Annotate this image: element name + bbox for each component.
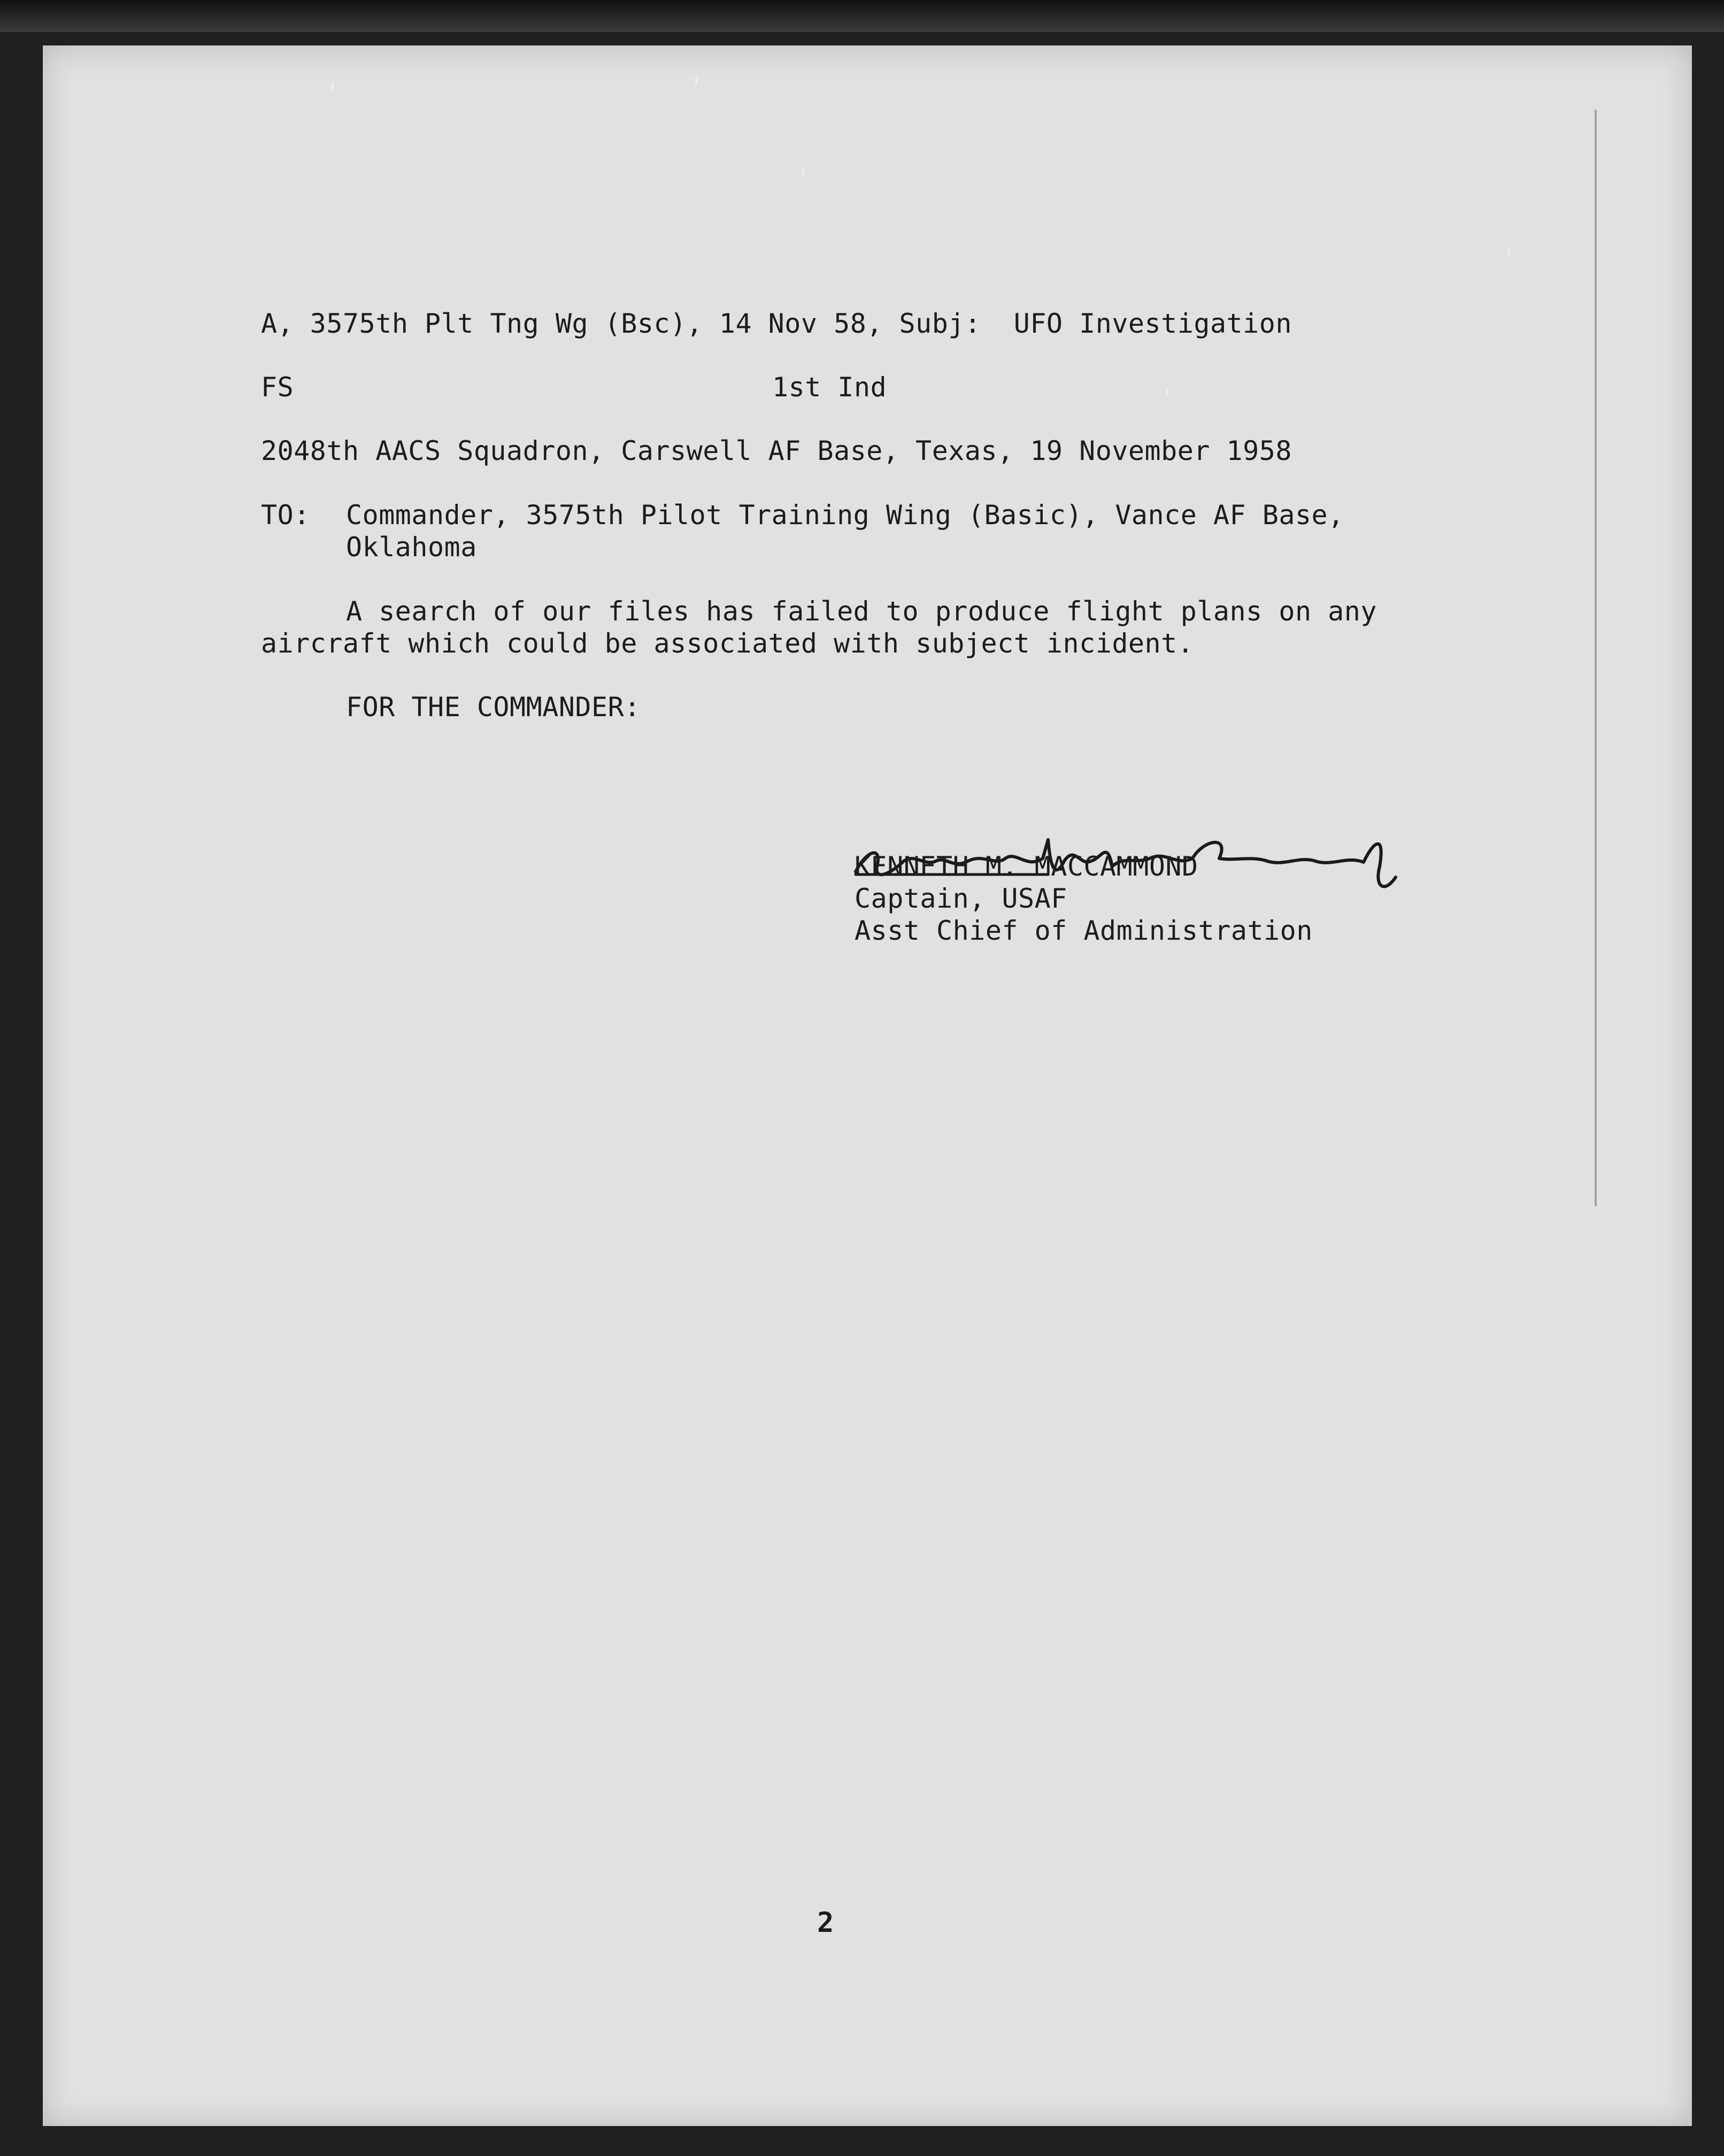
addressee-line-1: Commander, 3575th Pilot Training Wing (Basic), Vance AF Base, xyxy=(346,500,1344,531)
film-edge xyxy=(0,0,1724,32)
indorsement-label: 1st Ind xyxy=(772,372,887,403)
paper-sheet xyxy=(43,45,1692,2126)
reference-line: A, 3575th Plt Tng Wg (Bsc), 14 Nov 58, Subj: UFO Investigation xyxy=(261,308,1292,339)
closing-line: FOR THE COMMANDER: xyxy=(346,692,641,723)
origin-line: 2048th AACS Squadron, Carswell AF Base, Texas, 19 November 1958 xyxy=(261,435,1292,466)
addressee-line-2: Oklahoma xyxy=(346,532,477,563)
signer-rank: Captain, USAF xyxy=(855,883,1067,914)
file-code: FS xyxy=(261,372,294,403)
body-text-line-2: aircraft which could be associated with subject incident. xyxy=(261,628,1194,659)
dust-speck xyxy=(1508,249,1510,256)
signer-title: Asst Chief of Administration xyxy=(855,915,1313,946)
dust-speck xyxy=(802,168,804,176)
dust-speck xyxy=(695,78,697,85)
signer-name: KENNETH M. MACCAMMOND xyxy=(855,851,1198,882)
page-number: 2 xyxy=(817,1907,834,1939)
dust-speck xyxy=(1166,388,1168,395)
to-label: TO: xyxy=(261,500,310,531)
body-text-line-1: A search of our files has failed to produce flight plans on any xyxy=(346,596,1377,627)
margin-rule xyxy=(1595,110,1597,1206)
dust-speck xyxy=(332,83,334,90)
